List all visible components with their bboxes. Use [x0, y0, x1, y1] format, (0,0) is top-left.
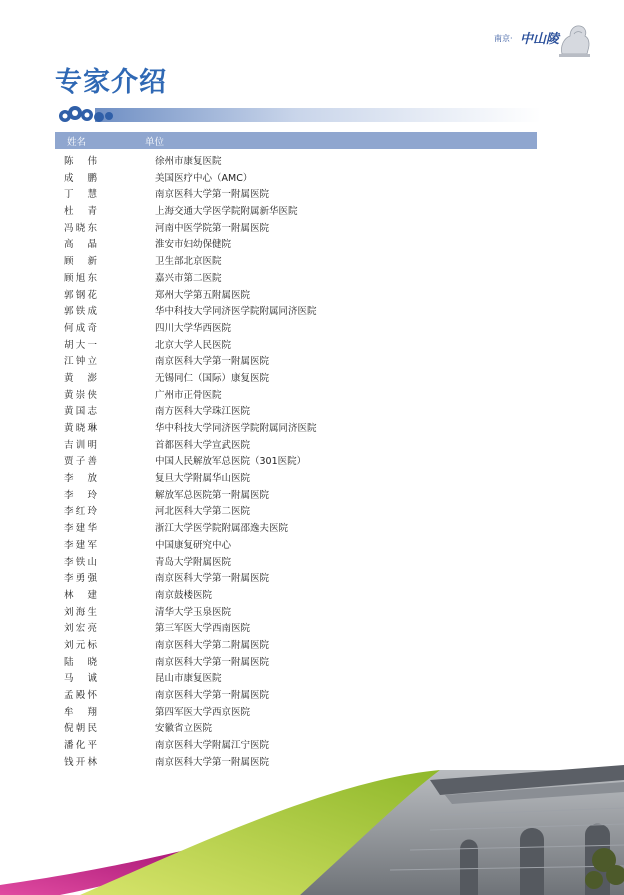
expert-name: 刘宏亮	[64, 623, 97, 635]
expert-unit: 南京医科大学第一附属医院	[155, 356, 270, 368]
table-row	[0, 255, 624, 272]
expert-unit: 广州市正骨医院	[155, 389, 222, 401]
expert-unit: 北京大学人民医院	[155, 339, 232, 351]
expert-name: 胡大一	[64, 339, 97, 351]
expert-unit: 首都医科大学宣武医院	[155, 439, 251, 451]
expert-name: 李 玲	[64, 489, 97, 501]
table-row	[0, 522, 624, 539]
expert-unit: 南京医科大学第一附属医院	[155, 189, 270, 201]
expert-name: 丁 慧	[64, 189, 97, 201]
expert-unit: 浙江大学医学院附属邵逸夫医院	[155, 523, 289, 535]
expert-unit: 昆山市康复医院	[155, 673, 222, 685]
table-row	[0, 272, 624, 289]
table-row	[0, 238, 624, 255]
expert-unit: 河北医科大学第二医院	[155, 506, 251, 518]
expert-unit: 中国人民解放军总医院（301医院）	[155, 456, 307, 468]
expert-unit: 南方医科大学珠江医院	[155, 406, 251, 418]
table-row	[0, 722, 624, 739]
expert-name: 牟 翔	[64, 706, 97, 718]
expert-name: 倪朝民	[64, 723, 97, 735]
expert-unit: 南京医科大学第一附属医院	[155, 656, 270, 668]
stone-beast-icon	[556, 20, 592, 58]
header-name: 姓名	[67, 137, 87, 148]
table-row	[0, 606, 624, 623]
expert-name: 江钟立	[64, 356, 97, 368]
expert-unit: 华中科技大学同济医学院附属同济医院	[155, 423, 317, 434]
expert-name: 黄晓琳	[64, 423, 97, 434]
expert-name: 杜 青	[64, 206, 97, 218]
expert-name: 李建华	[64, 523, 97, 535]
expert-name: 马 诚	[64, 673, 97, 685]
expert-unit: 四川大学华西医院	[155, 322, 232, 334]
table-row	[0, 706, 624, 723]
expert-name: 李建军	[64, 539, 97, 551]
table-row	[0, 289, 624, 306]
expert-unit: 河南中医学院第一附属医院	[155, 222, 270, 234]
table-row	[0, 622, 624, 639]
expert-unit: 第三军医大学西南医院	[155, 623, 251, 635]
expert-name: 何成奇	[64, 322, 97, 334]
expert-unit: 无锡同仁（国际）康复医院	[155, 372, 270, 384]
expert-unit: 复旦大学附属华山医院	[155, 473, 251, 485]
cloud-divider-band	[55, 104, 541, 124]
expert-unit: 南京医科大学第二附属医院	[155, 639, 270, 651]
table-row	[0, 505, 624, 522]
expert-name: 黄崇侠	[64, 389, 97, 401]
expert-name: 潘化平	[64, 740, 97, 752]
table-row	[0, 455, 624, 472]
expert-unit: 美国医疗中心（AMC）	[155, 172, 253, 184]
expert-unit: 南京鼓楼医院	[155, 589, 213, 601]
expert-name: 郭铁成	[64, 306, 97, 318]
footer-decoration	[0, 740, 624, 895]
expert-unit: 淮安市妇幼保健院	[155, 239, 232, 251]
expert-unit: 上海交通大学医学院附属新华医院	[155, 206, 298, 218]
table-row	[0, 405, 624, 422]
table-row	[0, 155, 624, 172]
table-row	[0, 639, 624, 656]
expert-unit: 郑州大学第五附属医院	[155, 289, 251, 301]
table-row	[0, 689, 624, 706]
expert-unit: 徐州市康复医院	[155, 156, 222, 167]
logo-script-text: 中山陵	[520, 32, 560, 47]
table-row	[0, 188, 624, 205]
expert-unit: 卫生部北京医院	[155, 256, 222, 268]
expert-name: 顾旭东	[64, 272, 97, 284]
expert-unit: 嘉兴市第二医院	[155, 272, 222, 284]
expert-unit: 南京医科大学第一附属医院	[155, 756, 270, 768]
table-row	[0, 489, 624, 506]
table-row	[0, 539, 624, 556]
expert-unit: 南京医科大学第一附属医院	[155, 690, 270, 701]
expert-unit: 第四军医大学西京医院	[155, 706, 251, 718]
expert-unit: 解放军总医院第一附属医院	[155, 489, 270, 501]
expert-name: 李勇强	[64, 573, 97, 585]
table-row	[0, 656, 624, 673]
expert-name: 黄 澎	[64, 372, 97, 384]
table-row	[0, 589, 624, 606]
expert-name: 陈 伟	[64, 156, 97, 167]
expert-name: 李红玲	[64, 506, 97, 518]
table-row	[0, 472, 624, 489]
expert-name: 刘海生	[64, 606, 97, 618]
expert-unit: 南京医科大学附属江宁医院	[155, 740, 270, 752]
table-row	[0, 305, 624, 322]
expert-name: 李 放	[64, 473, 97, 485]
table-row	[0, 322, 624, 339]
expert-unit: 中国康复研究中心	[155, 539, 232, 551]
brand-logo	[494, 20, 594, 62]
expert-name: 高 晶	[64, 239, 97, 251]
expert-name: 成 鹏	[64, 172, 97, 184]
table-row	[0, 172, 624, 189]
table-row	[0, 355, 624, 372]
expert-name: 孟殿怀	[64, 690, 97, 701]
table-row	[0, 339, 624, 356]
expert-name: 李铁山	[64, 556, 97, 568]
expert-unit: 华中科技大学同济医学院附属同济医院	[155, 306, 317, 318]
table-row	[0, 672, 624, 689]
expert-list	[0, 155, 624, 772]
table-row	[0, 572, 624, 589]
expert-unit: 安徽省立医院	[155, 723, 213, 735]
table-header	[55, 132, 537, 149]
table-row	[0, 439, 624, 456]
expert-name: 林 建	[64, 589, 97, 601]
expert-name: 顾 新	[64, 256, 97, 268]
header-unit: 单位	[145, 137, 165, 148]
expert-name: 钱开林	[64, 756, 97, 768]
expert-unit: 青岛大学附属医院	[155, 556, 232, 568]
expert-unit: 南京医科大学第一附属医院	[155, 573, 270, 585]
expert-unit: 清华大学玉泉医院	[155, 606, 232, 618]
expert-name: 黄国志	[64, 406, 97, 418]
table-row	[0, 422, 624, 439]
expert-name: 吉训明	[64, 439, 97, 451]
expert-name: 刘元标	[64, 639, 97, 651]
table-row	[0, 222, 624, 239]
expert-name: 郭钢花	[64, 289, 97, 301]
table-row	[0, 205, 624, 222]
table-row	[0, 372, 624, 389]
logo-city-text: 南京·	[494, 34, 513, 43]
table-row	[0, 556, 624, 573]
table-row	[0, 389, 624, 406]
page-title: 专家介绍	[55, 67, 167, 98]
expert-name: 冯晓东	[64, 222, 97, 234]
expert-name: 陆 晓	[64, 656, 97, 668]
expert-name: 贾子善	[64, 456, 97, 468]
